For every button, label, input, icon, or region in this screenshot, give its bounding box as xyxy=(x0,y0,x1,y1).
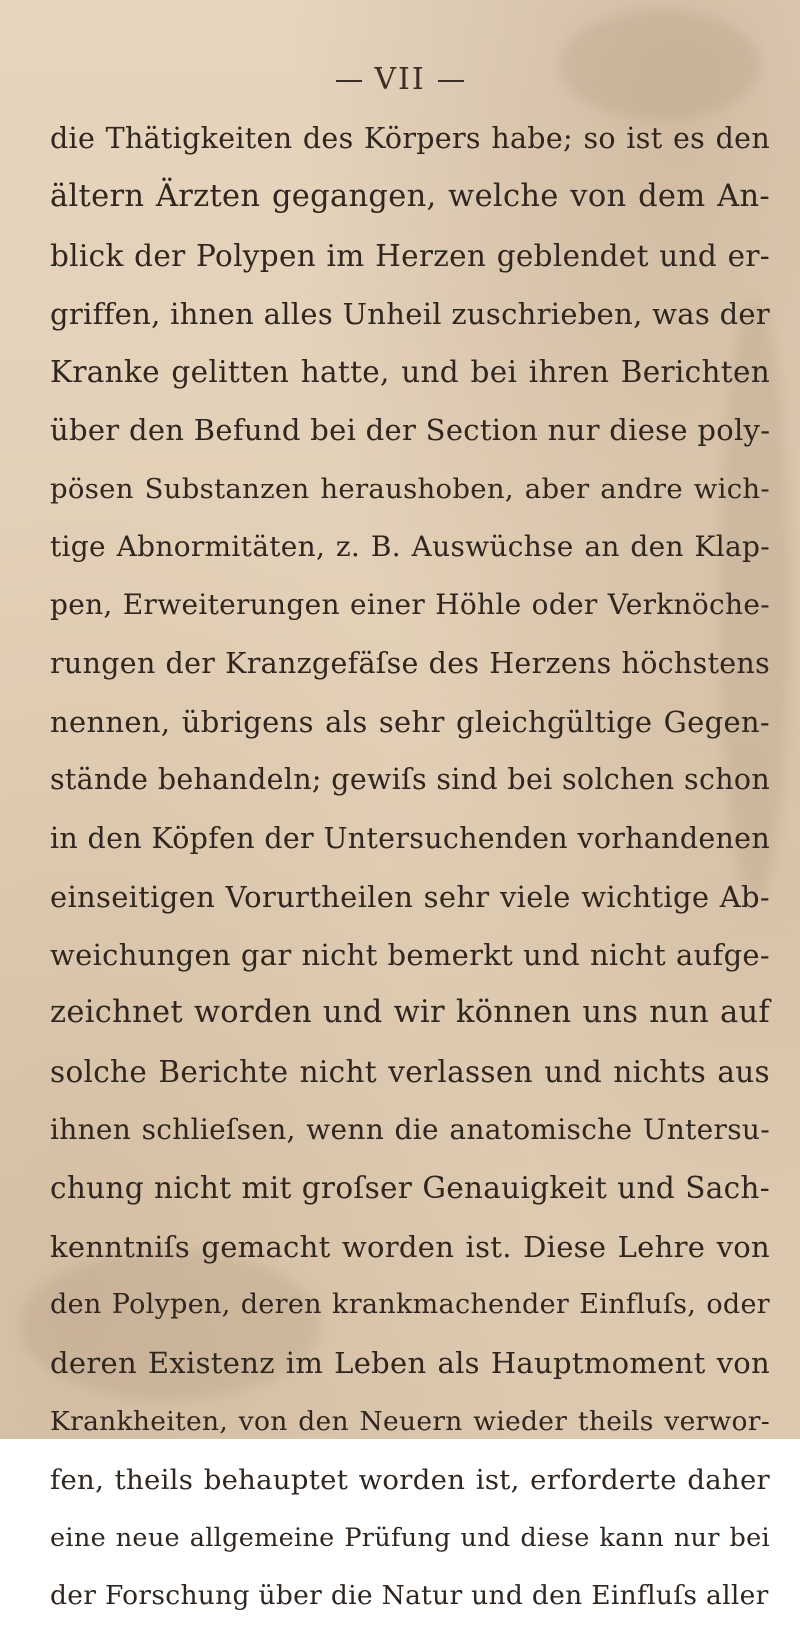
text-line: solche Berichte nicht verlassen und nichts aus xyxy=(50,1054,770,1089)
text-line: griffen, ihnen alles Unheil zuschrieben, was der xyxy=(50,296,771,331)
page-header xyxy=(0,62,800,97)
text-line: tige Abnormitäten, z. B. Auswüchse an den Klap- xyxy=(50,530,770,564)
text-line: pösen Substanzen heraushoben, aber andre wich- xyxy=(50,472,770,505)
text-line: weichungen gar nicht bemerkt und nicht aufge- xyxy=(50,938,770,973)
text-line: einseitigen Vorurtheilen sehr viele wichtige Ab- xyxy=(50,879,770,914)
text-line: ältern Ärzten gegangen, welche von dem An- xyxy=(50,179,770,215)
text-line: stände behandeln; gewiſs sind bei solchen schon xyxy=(50,763,770,797)
text-line: rungen der Kranzgefäſse des Herzens höchstens xyxy=(50,646,770,680)
text-line: der Forschung über die Natur und den Einfluſs aller xyxy=(50,1580,769,1612)
body-text xyxy=(50,110,770,1626)
text-line: Krankheiten, von den Neuern wieder theils verwor- xyxy=(50,1405,770,1437)
text-line: Kranke gelitten hatte, und bei ihren Berichten xyxy=(50,355,770,390)
text-line: pen, Erweiterungen einer Höhle oder Verknöche- xyxy=(50,588,770,622)
text-line: kenntniſs gemacht worden ist. Diese Lehre von xyxy=(50,1229,770,1264)
header-rule-right xyxy=(438,80,464,82)
text-line: fen, theils behauptet worden ist, erforderte daher xyxy=(50,1463,770,1496)
page-number: VII xyxy=(374,62,426,97)
text-line: nennen, übrigens als sehr gleichgültige Gegen- xyxy=(50,704,770,739)
text-line: deren Existenz im Leben als Hauptmoment von xyxy=(50,1346,770,1381)
text-line: zeichnet worden und wir können uns nun auf xyxy=(50,995,770,1031)
header-rule-left xyxy=(336,80,362,82)
text-line: chung nicht mit groſser Genauigkeit und Sach- xyxy=(50,1171,770,1206)
text-line: in den Köpfen der Untersuchenden vorhandenen xyxy=(50,821,770,855)
text-line: blick der Polypen im Herzen geblendet und er- xyxy=(50,238,770,273)
text-line: die Thätigkeiten des Körpers habe; so ist es den xyxy=(50,122,770,155)
text-line: den Polypen, deren krankmachender Einfluſs, oder xyxy=(50,1288,770,1320)
text-line: eine neue allgemeine Prüfung und diese kann nur bei xyxy=(50,1523,770,1554)
text-line: ihnen schlieſsen, wenn die anatomische Untersu- xyxy=(50,1113,770,1147)
text-line: über den Befund bei der Section nur diese poly- xyxy=(50,413,771,448)
